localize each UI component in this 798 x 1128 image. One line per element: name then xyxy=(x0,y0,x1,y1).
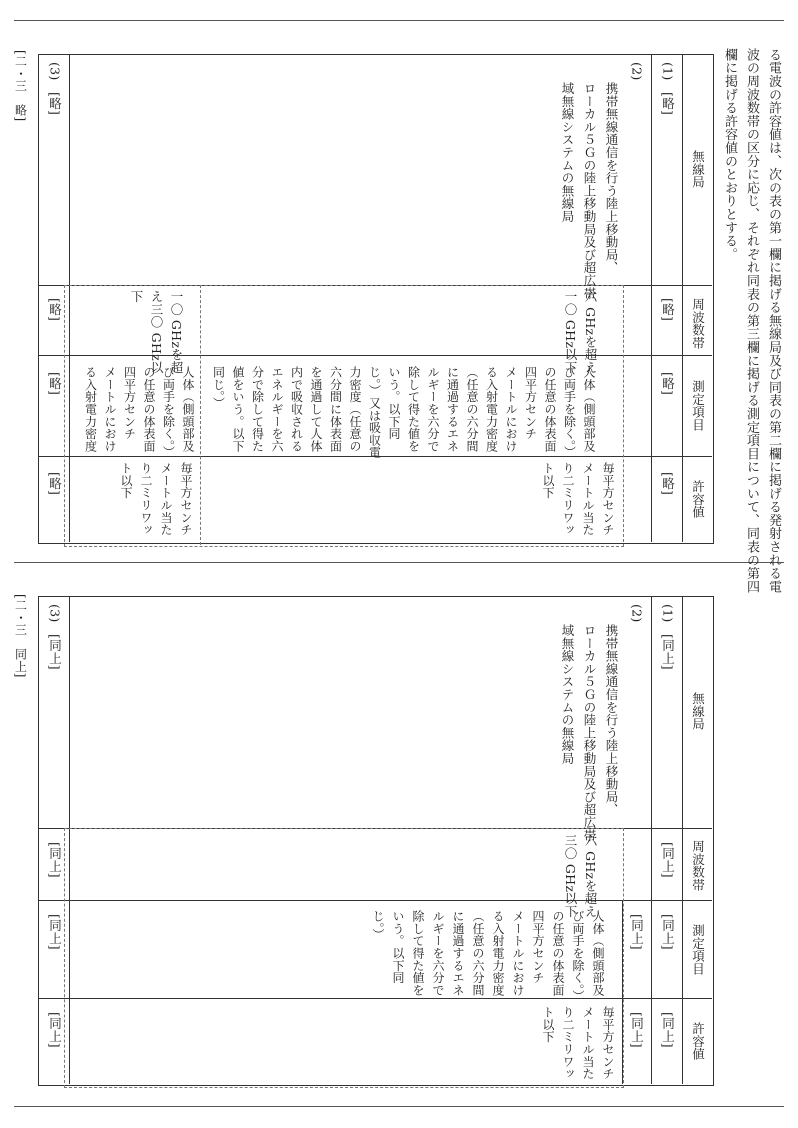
upper-row1-freq: [略] xyxy=(660,298,676,322)
upper-row3-limit: [略] xyxy=(47,472,63,496)
upper-header-station: 無線局 xyxy=(690,150,706,189)
lower-row1-station: [同上] xyxy=(660,634,676,670)
intro-text: る電波の許容値は、次の表の第一欄に掲げる無線局及び同表の第二欄に掲げる発射される電 波の周波数帯の区分に応じ、それぞれ同表の第三欄に掲げる測定項目について、同表の第四 欄に掲げる許容値のとおりとする。 xyxy=(722,48,781,594)
upper-row1-item: [略] xyxy=(660,372,676,396)
lower-header-station: 無線局 xyxy=(690,692,706,731)
upper-row2-freq-a: 六 GHzを超え 一〇 GHz以下 xyxy=(563,290,598,374)
lower-row2-limit-sub: [同上] xyxy=(629,1012,645,1048)
upper-row2-item-b: 人体（側頭部及 び両手を除く。） の任意の体表面 四平方センチ メートルにおけ る入射電力密度 xyxy=(83,366,195,459)
lower-row3-item: [同上] xyxy=(47,914,63,950)
lower-header-item: 測定項目 xyxy=(690,924,706,976)
upper-header-item: 測定項目 xyxy=(690,380,706,432)
lower-row1-line xyxy=(651,596,652,1084)
upper-dashed-split xyxy=(200,285,201,545)
lower-header-freq: 周波数帯 xyxy=(690,840,706,892)
top-rule xyxy=(14,20,784,21)
upper-header-freq: 周波数帯 xyxy=(690,298,706,350)
lower-row3-number: (3) xyxy=(47,604,63,623)
upper-row2-limit-a: 毎平方センチ メートル当た り二ミリワッ ト以下 xyxy=(541,462,615,536)
bottom-rule xyxy=(14,1106,784,1107)
lower-row2-item-sub: [同上] xyxy=(629,914,645,950)
lower-row2-item: 人体（側頭部及 び両手を除く。） の任意の体表面 四平方センチ メートルにおけ る入射電力密度 （任意の六分間 に通過するエネ ルギーを六分で 除して得た値を いう。以下同 じ。） xyxy=(371,910,605,1003)
lower-row2-freq: 六 GHzを超え 三〇 GHz以下 xyxy=(563,834,598,918)
lower-header-column-line xyxy=(682,596,683,1084)
lower-row2-limit: 毎平方センチ メートル当た り二ミリワッ ト以下 xyxy=(541,1006,615,1080)
lower-row1-freq: [同上] xyxy=(660,842,676,878)
lower-row1-number: (1) xyxy=(660,604,676,623)
lower-header-limit: 許容値 xyxy=(690,1022,706,1061)
upper-row2-freq-b: 一〇 GHzを超 え三〇 GHz以 下 xyxy=(129,290,184,374)
lower-row3-station: [同上] xyxy=(47,634,63,670)
upper-row2-item-a: 人体（側頭部及 び両手を除く。） の任意の体表面 四平方センチ メートルにおけ る入射電力密度 （任意の六分間 に通過するエネ ルギーを六分で 除して得た値を いう。以下同 じ。）又は吸収電 力密度（任意の 六分間に体表面 を通過して人体 内で吸収される エネルギーを六 分で除して得た 値をいう。以下 同じ。） xyxy=(211,366,596,459)
upper-row3-station: [略] xyxy=(47,92,63,116)
lower-row2-number: (2) xyxy=(629,604,645,623)
upper-row3-freq: [略] xyxy=(47,298,63,322)
lower-row3-limit: [同上] xyxy=(47,1012,63,1048)
upper-row1-station: [略] xyxy=(660,92,676,116)
upper-header-column-line xyxy=(682,54,683,542)
upper-row3-item: [略] xyxy=(47,372,63,396)
upper-header-limit: 許容値 xyxy=(690,480,706,519)
upper-row3-number: (3) xyxy=(47,62,63,81)
lower-row1-item: [同上] xyxy=(660,914,676,950)
upper-row1-limit: [略] xyxy=(660,472,676,496)
lower-row2-station: 携帯無線通信を行う陸上移動局、 ローカル５Ｇの陸上移動局及び超広帯 域無線システムの無線局 xyxy=(560,624,619,842)
lower-side-label: [二・三 同上] xyxy=(13,594,28,678)
upper-row2-number: (2) xyxy=(629,62,645,81)
lower-row3-freq: [同上] xyxy=(47,842,63,878)
middle-rule xyxy=(14,562,784,563)
upper-row1-line xyxy=(651,54,652,542)
upper-row2-limit-b: 毎平方センチ メートル当た り二ミリワッ ト以下 xyxy=(119,462,193,536)
lower-row1-limit: [同上] xyxy=(660,1012,676,1048)
upper-row1-number: (1) xyxy=(660,62,676,81)
upper-row2-station: 携帯無線通信を行う陸上移動局、 ローカル５Ｇの陸上移動局及び超広帯 域無線システムの無線局 xyxy=(560,82,619,300)
upper-side-label: [二・三 略] xyxy=(13,50,28,122)
